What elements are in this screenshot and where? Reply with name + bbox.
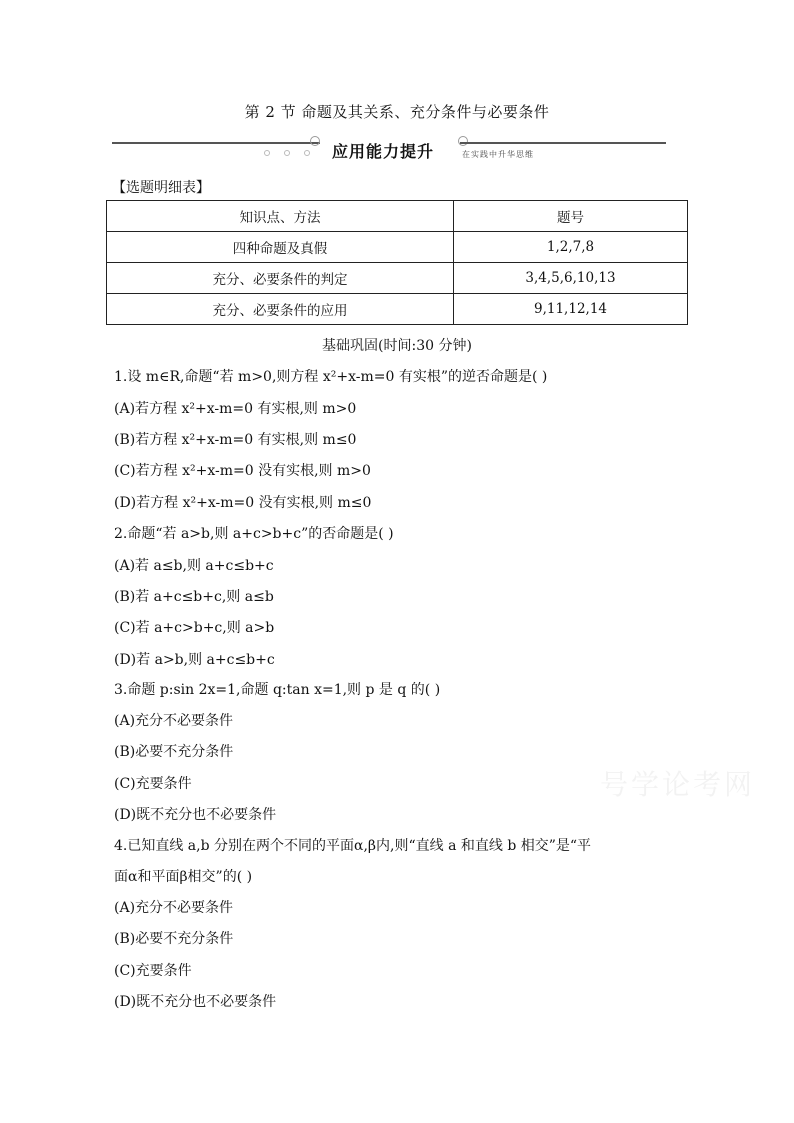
banner-dot-icon: [304, 150, 310, 156]
detail-table: [106, 200, 688, 325]
question-option: (C)充要条件: [114, 963, 192, 979]
question-option: (A)充分不必要条件: [114, 713, 234, 729]
section-subtitle: 基础巩固(时间:30 分钟): [322, 338, 472, 354]
table-cell: 四种命题及真假: [107, 232, 454, 263]
banner-main-text: 应用能力提升: [332, 142, 435, 161]
question-stem: 2.命题“若 a>b,则 a+c>b+c”的否命题是( ): [114, 526, 394, 542]
question-option: (B)必要不充分条件: [114, 744, 234, 760]
question-option: (A)若方程 x²+x-m=0 有实根,则 m>0: [114, 401, 357, 417]
banner-rule-left: [112, 142, 320, 144]
question-option: (C)充要条件: [114, 776, 192, 792]
banner-rule-right: [460, 142, 666, 144]
section-banner: [112, 134, 668, 164]
question-option: (A)若 a≤b,则 a+c≤b+c: [114, 558, 274, 574]
question-option: (D)若 a>b,则 a+c≤b+c: [114, 652, 275, 668]
detail-table-label: 【选题明细表】: [112, 180, 210, 196]
banner-dot-icon: [264, 150, 270, 156]
question-option: (D)既不充分也不必要条件: [114, 807, 277, 823]
question-option: (B)若 a+c≤b+c,则 a≤b: [114, 589, 274, 605]
question-option: (B)若方程 x²+x-m=0 有实根,则 m≤0: [114, 432, 357, 448]
question-stem: 3.命题 p:sin 2x=1,命题 q:tan x=1,则 p 是 q 的( ): [114, 682, 441, 698]
table-cell: 9,11,12,14: [454, 294, 688, 325]
table-row: [107, 294, 688, 325]
table-cell: 充分、必要条件的应用: [107, 294, 454, 325]
question-option: (D)若方程 x²+x-m=0 没有实根,则 m≤0: [114, 495, 372, 511]
table-cell: 充分、必要条件的判定: [107, 263, 454, 294]
question-option: (B)必要不充分条件: [114, 931, 234, 947]
watermark: 号学论考网: [600, 768, 756, 801]
banner-sub-text: 在实践中升华思维: [462, 150, 534, 159]
page-title: 第 2 节 命题及其关系、充分条件与必要条件: [244, 103, 550, 121]
question-option: (C)若 a+c>b+c,则 a>b: [114, 620, 275, 636]
question-option: (A)充分不必要条件: [114, 900, 234, 916]
banner-ornament-left: [310, 136, 320, 146]
table-header-cell: 题号: [454, 201, 688, 232]
table-cell: 3,4,5,6,10,13: [454, 263, 688, 294]
table-header-cell: 知识点、方法: [107, 201, 454, 232]
banner-ornament-right: [458, 136, 468, 146]
table-row: [107, 232, 688, 263]
table-header-row: [107, 201, 688, 232]
banner-dot-icon: [284, 150, 290, 156]
question-stem-continued: 面α和平面β相交”的( ): [114, 869, 253, 885]
question-option: (C)若方程 x²+x-m=0 没有实根,则 m>0: [114, 463, 371, 479]
question-stem: 1.设 m∈R,命题“若 m>0,则方程 x²+x-m=0 有实根”的逆否命题是( ): [114, 369, 548, 385]
table-cell: 1,2,7,8: [454, 232, 688, 263]
question-option: (D)既不充分也不必要条件: [114, 994, 277, 1010]
question-stem: 4.已知直线 a,b 分别在两个不同的平面α,β内,则“直线 a 和直线 b 相交”是“平: [114, 838, 592, 854]
table-row: [107, 263, 688, 294]
